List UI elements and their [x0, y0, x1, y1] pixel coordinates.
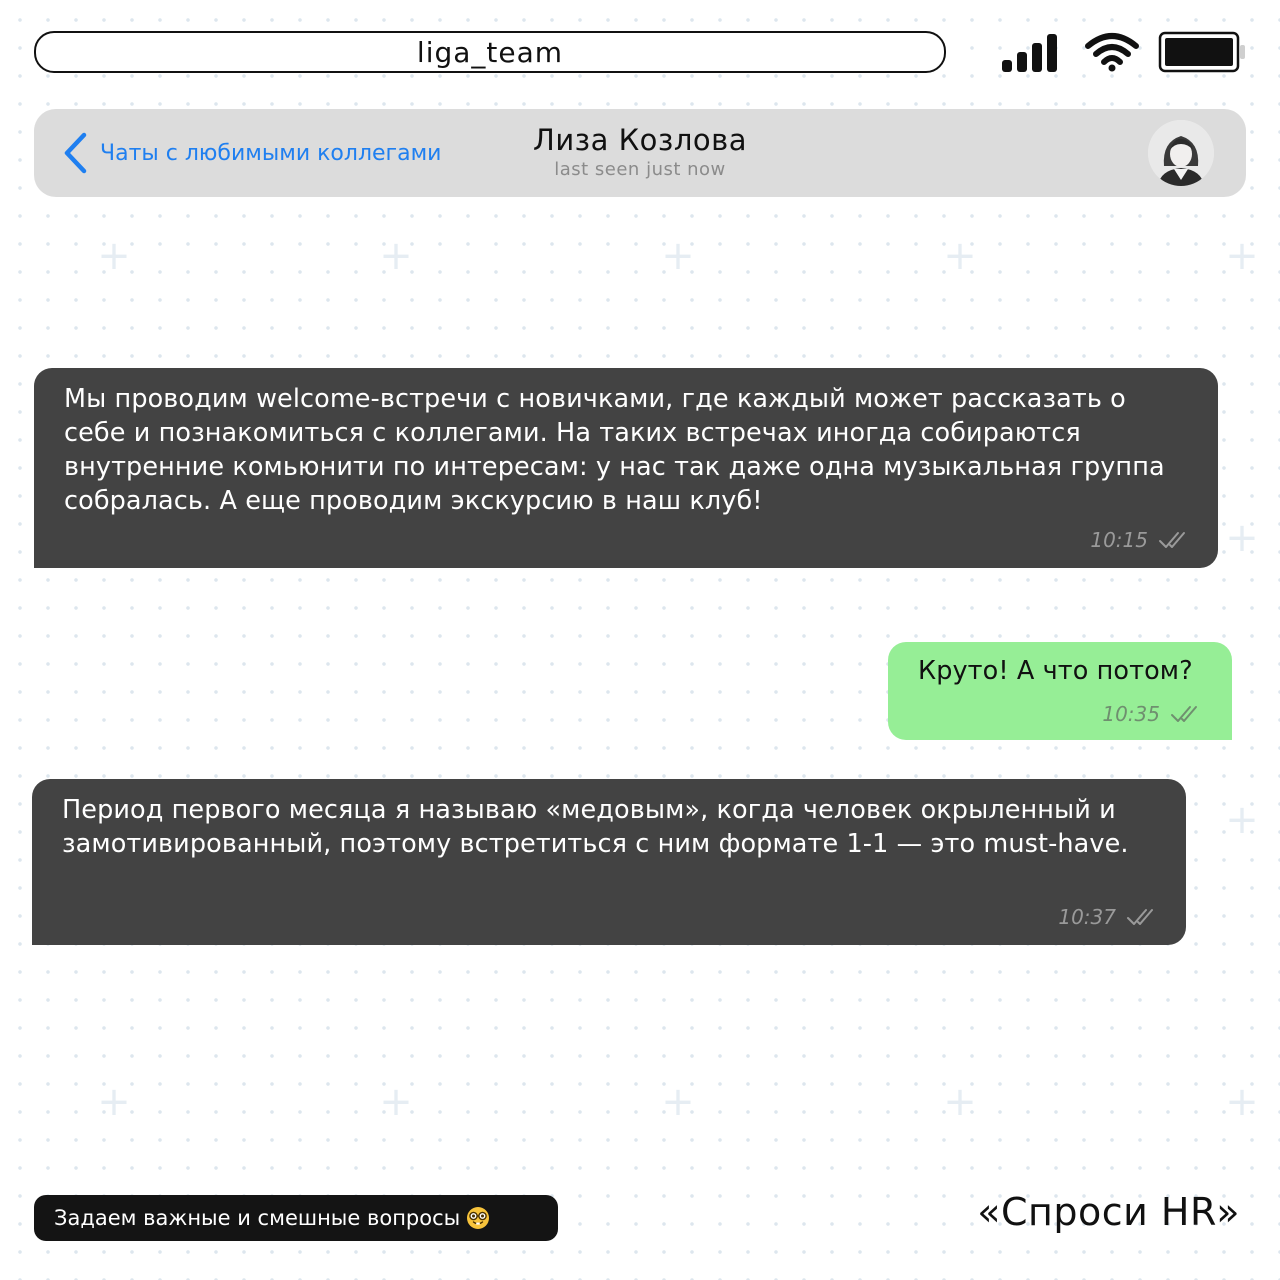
contact-status: last seen just now: [554, 159, 726, 180]
address-text: liga_team: [416, 35, 564, 69]
message-text: Круто! А что потом?: [918, 656, 1193, 686]
double-check-icon: [1126, 907, 1158, 927]
background-plus-mark: +: [661, 1079, 695, 1125]
message-time: 10:15: [1090, 528, 1148, 552]
background-plus-mark: +: [379, 1079, 413, 1125]
tagline-text: Задаем важные и смешные вопросы: [54, 1206, 461, 1230]
message-meta: [1090, 528, 1190, 552]
background-plus-mark: +: [943, 233, 977, 279]
back-button[interactable]: [62, 131, 441, 175]
message-incoming[interactable]: [34, 368, 1218, 568]
background-plus-mark: +: [1225, 797, 1259, 843]
message-time: 10:35: [1102, 702, 1160, 726]
message-meta: [1102, 702, 1202, 726]
message-outgoing[interactable]: [888, 642, 1232, 740]
contact-name: Лиза Козлова: [533, 123, 747, 157]
double-check-icon: [1170, 704, 1202, 724]
chat-header: [34, 109, 1246, 197]
background-plus-mark: +: [97, 1079, 131, 1125]
background-plus-mark: +: [379, 233, 413, 279]
message-text: Мы проводим welcome-встречи с новичками, где каждый может рассказать о себе и познакомиться с коллегами. На таких встречах иногда собираются внутренние комьюнити по интересам: у нас так даже одна музыкальная группа собралась. А еще проводим экскурсию в наш клуб!: [64, 384, 1165, 516]
address-bar[interactable]: [34, 31, 946, 73]
background-plus-mark: +: [943, 1079, 977, 1125]
message-incoming[interactable]: [32, 779, 1186, 945]
background-plus-mark: +: [1225, 1079, 1259, 1125]
battery-full-icon: [1158, 31, 1246, 73]
nerd-face-emoji-icon: [466, 1206, 490, 1230]
avatar[interactable]: [1148, 120, 1214, 186]
background-plus-mark: +: [1225, 233, 1259, 279]
background-plus-mark: +: [97, 233, 131, 279]
background-plus-mark: +: [1225, 515, 1259, 561]
contact-info[interactable]: [434, 123, 846, 180]
double-check-icon: [1158, 530, 1190, 550]
avatar-portrait-icon: [1148, 120, 1214, 186]
chevron-left-icon: [62, 132, 88, 174]
message-text: Период первого месяца я называю «медовым», когда человек окрыленный и замотивированный, поэтому встретиться с ним формате 1-1 — это must-have.: [62, 795, 1129, 859]
background-plus-mark: +: [661, 233, 695, 279]
signal-bars-icon: [1002, 34, 1062, 72]
tagline-badge: [34, 1195, 558, 1241]
brand-title: «Спроси HR»: [977, 1190, 1240, 1234]
message-time: 10:37: [1058, 905, 1116, 929]
wifi-icon: [1084, 32, 1140, 72]
message-meta: [1058, 905, 1158, 929]
back-button-label: Чаты с любимыми коллегами: [100, 140, 442, 166]
